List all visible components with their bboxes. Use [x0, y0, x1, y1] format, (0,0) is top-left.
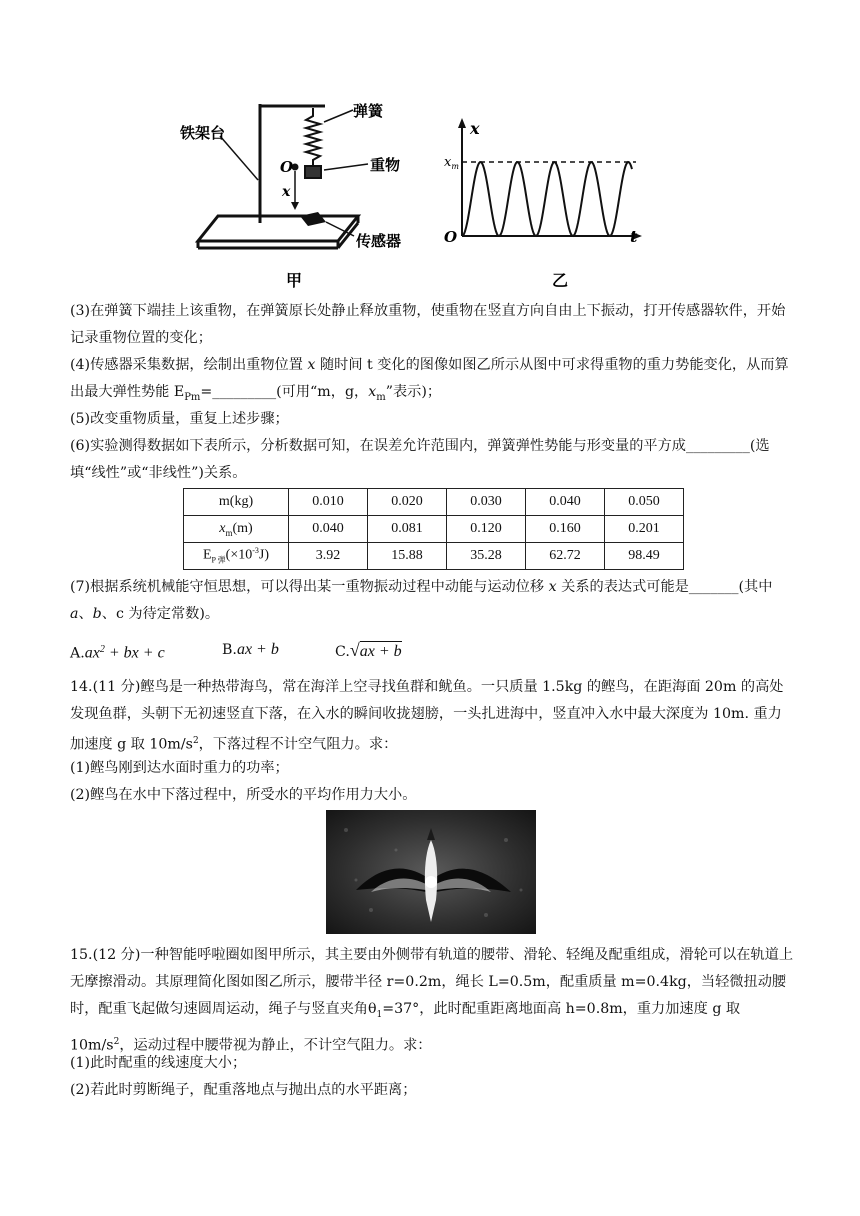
graph-xm-label: $x_m$: [444, 155, 459, 171]
table-cell: 0.160: [526, 516, 605, 543]
label-weight: 重物: [370, 156, 401, 174]
question-14-part-1: (1)鲣鸟刚到达水面时重力的功率；: [70, 760, 289, 776]
table-cell: 0.120: [447, 516, 526, 543]
label-stand: 铁架台: [180, 124, 226, 142]
oscillation-curve: [462, 162, 632, 236]
table-row: [184, 516, 684, 543]
table-header-xm: $x_m(m)$: [184, 516, 289, 543]
table-cell: 0.201: [605, 516, 684, 543]
question-15: 15.(12 分)一种智能呼啦圈如图甲所示，其主要由外侧带有轨道的腰带、滑轮、轻绳及配重组成，滑轮可以在轨道上无摩擦滑动。其原理简化图如图乙所示，腰带半径 r=0.2m，绳长 L=0.5m，配重质量 m=0.4kg，当轻微扭动腰时，配重飞起做匀速圆周运动，绳子与竖直夹角$\theta_1=37^\circ$，此时配重距离地面高 h=0.8m，重力加速度 g 取 $10m/s^2$，运动过程中腰带视为静止，不计空气阻力。求：: [70, 947, 794, 1054]
table-cell: 0.010: [289, 489, 368, 516]
step-6: (6)实验测得数据如下表所示，分析数据可知，在误差允许范围内，弹簧弹性势能与形变量的平方成_________(选填“线性”或“非线性”)关系。: [70, 438, 770, 481]
table-cell: 0.050: [605, 489, 684, 516]
table-cell: 0.081: [368, 516, 447, 543]
table-header-ep: $E_{P 弹}(\times 10^{-3}J)$: [184, 543, 289, 570]
table-cell: 0.040: [289, 516, 368, 543]
choice-c: C.√ax + b: [335, 640, 402, 660]
apparatus-figure: [178, 96, 428, 296]
graph-axis-y-label: x: [470, 119, 480, 138]
label-origin-o: O: [280, 158, 294, 176]
caption-jia: 甲: [286, 271, 303, 290]
table-cell: 62.72: [526, 543, 605, 570]
question-15-part-2: (2)若此时剪断绳子，配重落地点与抛出点的水平距离；: [70, 1082, 417, 1098]
oscillation-graph: [440, 112, 660, 292]
step-5: (5)改变重物质量，重复上述步骤；: [70, 411, 289, 427]
table-cell: 0.020: [368, 489, 447, 516]
step-4: (4)传感器采集数据，绘制出重物位置 x 随时间 t 变化的图像如图乙所示从图中可求得重物的重力势能变化，从而算出最大弹性势能 $E_{Pm}=\_\_\_\_\_\_\_\_\_$(可用“m，g，$x_m$”表示)；: [70, 357, 789, 403]
question-15-part-1: (1)此时配重的线速度大小；: [70, 1055, 247, 1071]
choice-b: B.ax + b: [222, 641, 279, 658]
table-cell: 0.040: [526, 489, 605, 516]
label-sensor: 传感器: [356, 232, 402, 250]
choice-a: $A.ax^2$ + bx + c: [70, 644, 165, 662]
data-table: [183, 488, 684, 570]
graph-origin-label: O: [444, 228, 458, 246]
table-cell: 98.49: [605, 543, 684, 570]
table-cell: 35.28: [447, 543, 526, 570]
question-14: 14.(11 分)鲣鸟是一种热带海鸟，常在海洋上空寻找鱼群和鱿鱼。一只质量 1.5kg 的鲣鸟，在距海面 20m 的高处发现鱼群，头朝下无初速竖直下落，在入水的瞬间收拢翅膀，一头扎进海中，竖直冲入水中最大深度为 10m. 重力加速度 g 取 $10m/s^2$，下落过程不计空气阻力。求：: [70, 679, 784, 753]
label-spring: 弹簧: [353, 102, 384, 120]
table-row: [184, 489, 684, 516]
table-cell: 3.92: [289, 543, 368, 570]
graph-axis-x-label: t: [630, 227, 638, 246]
caption-yi: 乙: [552, 271, 569, 290]
table-row: [184, 543, 684, 570]
label-displacement-x: x: [282, 184, 291, 200]
step-7: (7)根据系统机械能守恒思想，可以得出某一重物振动过程中动能与运动位移 x 关系的表达式可能是_______(其中 a、b、c 为待定常数)。: [70, 579, 773, 622]
table-header-mass: m(kg): [184, 489, 289, 516]
question-14-part-2: (2)鲣鸟在水中下落过程中，所受水的平均作用力大小。: [70, 787, 417, 803]
table-cell: 15.88: [368, 543, 447, 570]
table-cell: 0.030: [447, 489, 526, 516]
gannet-photo: [326, 810, 536, 934]
step-3: (3)在弹簧下端挂上该重物，在弹簧原长处静止释放重物，使重物在竖直方向自由上下振动，打开传感器软件，开始记录重物位置的变化；: [70, 303, 786, 346]
